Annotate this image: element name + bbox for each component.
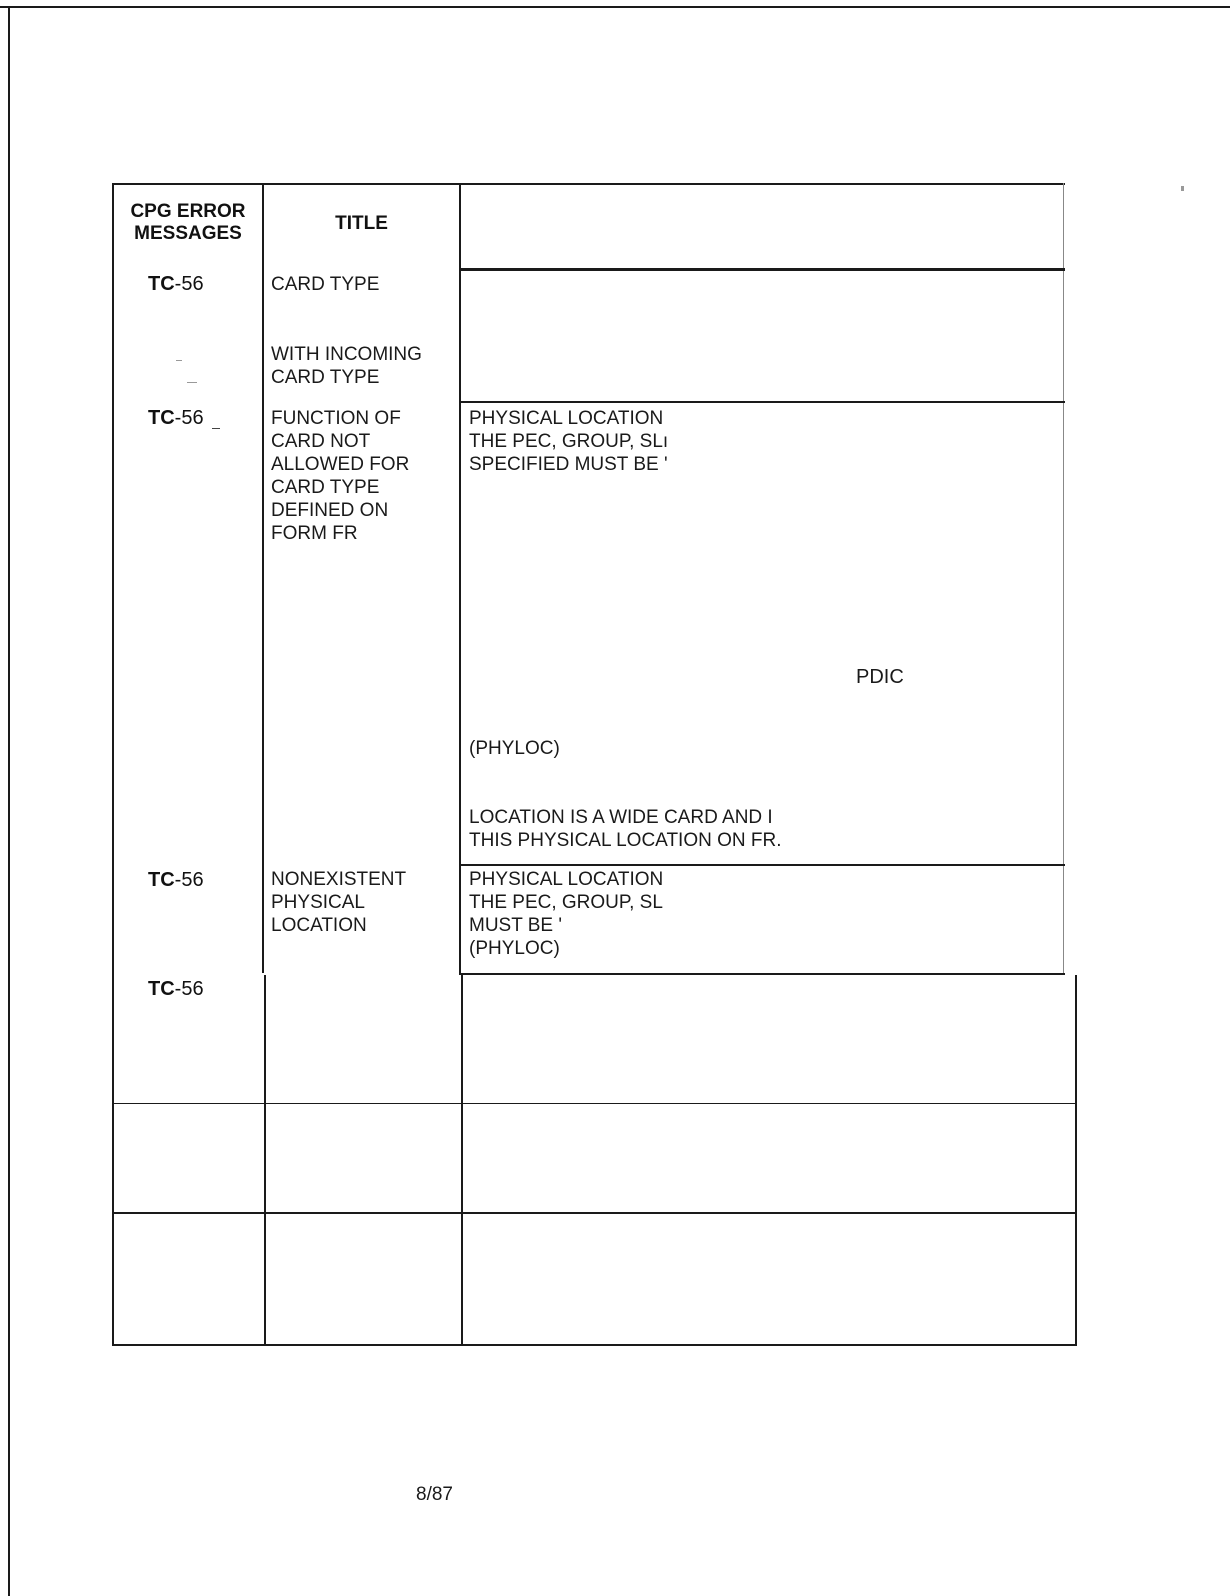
table-top-border — [112, 183, 1065, 185]
row2-title-line-5: DEFINED ON — [271, 500, 389, 521]
col-sep-2-upper — [459, 183, 461, 973]
scan-speck — [1181, 186, 1184, 191]
row2-desc-line-1: PHYSICAL LOCATION — [469, 408, 664, 429]
row2-title-line-1: FUNCTION OF — [271, 408, 401, 429]
row-rule-4 — [112, 1103, 1077, 1104]
row1-code: TC-56 — [148, 273, 204, 295]
table-left-border — [112, 183, 114, 1346]
row3-desc-line-1: PHYSICAL LOCATION — [469, 869, 664, 890]
col-sep-1-lower — [264, 975, 266, 1346]
col-sep-1-upper — [262, 183, 264, 973]
row2-title-line-4: CARD TYPE — [271, 477, 380, 498]
row3-title-line-1: NONEXISTENT — [271, 869, 407, 890]
row-rule-1 — [459, 401, 1065, 403]
header-rule — [459, 268, 1065, 271]
row2-desc-line-2: THE PEC, GROUP, SLı — [469, 431, 669, 452]
row3-title-line-2: PHYSICAL — [271, 892, 365, 913]
table-right-border-upper — [1063, 183, 1064, 973]
row2-desc-tail-2: THIS PHYSICAL LOCATION ON FR. — [469, 830, 782, 851]
scan-speck — [187, 382, 197, 383]
row2-desc-phyloc: (PHYLOC) — [469, 738, 560, 759]
scan-speck — [176, 360, 182, 361]
row2-title-line-3: ALLOWED FOR — [271, 454, 410, 475]
row2-code: TC-56 — [148, 407, 204, 429]
row2-desc-pdic: PDIC — [856, 666, 904, 688]
col-sep-2-lower — [461, 975, 463, 1346]
table-bottom-border — [112, 1344, 1077, 1346]
row4-code: TC-56 — [148, 978, 204, 1000]
row3-code: TC-56 — [148, 869, 204, 891]
scan-speck — [212, 428, 220, 429]
row3-desc-line-2: THE PEC, GROUP, SL — [469, 892, 663, 913]
row1-title-line-2: WITH INCOMING — [271, 344, 422, 365]
row2-title-line-2: CARD NOT — [271, 431, 371, 452]
row-rule-5 — [112, 1212, 1077, 1214]
row2-desc-line-3: SPECIFIED MUST BE ' — [469, 454, 668, 475]
row3-title-line-3: LOCATION — [271, 915, 367, 936]
row1-title-line-1: CARD TYPE — [271, 274, 380, 295]
row-rule-3 — [459, 973, 1065, 975]
row3-desc-line-3: MUST BE ' — [469, 915, 563, 936]
footer-date: 8/87 — [416, 1484, 453, 1505]
header-cpg-error-messages: CPG ERROR MESSAGES — [130, 201, 246, 244]
table-right-border-lower — [1075, 975, 1077, 1346]
row3-desc-line-4: (PHYLOC) — [469, 938, 560, 959]
row-rule-2 — [459, 864, 1065, 866]
row2-title-line-6: FORM FR — [271, 523, 358, 544]
row2-desc-tail-1: LOCATION IS A WIDE CARD AND I — [469, 807, 773, 828]
row1-title-line-3: CARD TYPE — [271, 367, 380, 388]
header-title: TITLE — [335, 213, 388, 234]
